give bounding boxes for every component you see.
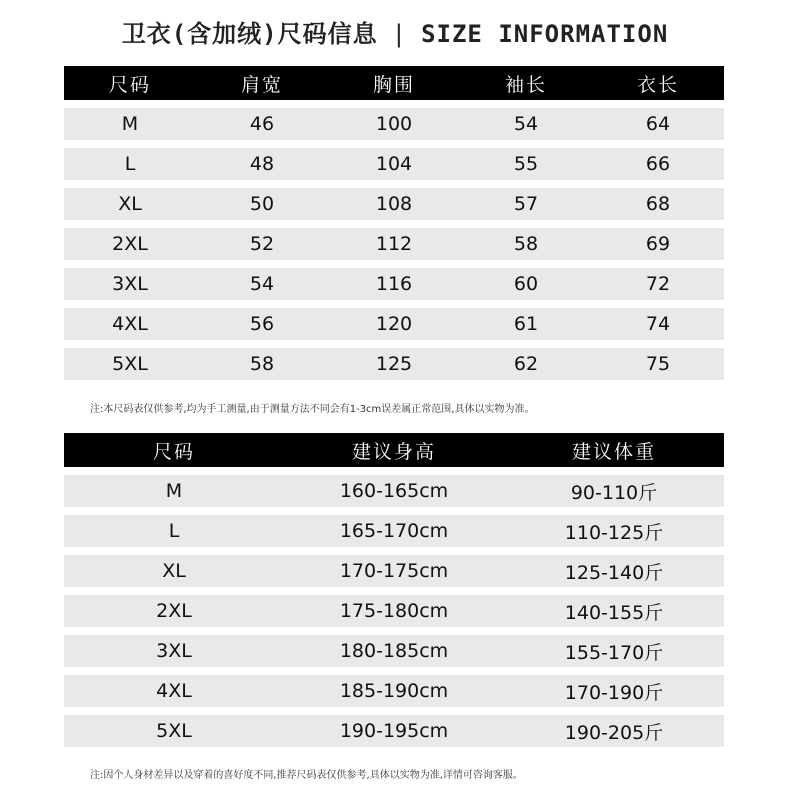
- cell-chest: 108: [375, 193, 413, 215]
- table-row: [64, 635, 724, 667]
- table-row: [64, 268, 724, 300]
- cell-size: 3XL: [112, 273, 148, 295]
- table-row: [64, 188, 724, 220]
- cell-sleeve: 54: [513, 113, 539, 135]
- title-cn: 卫衣(含加绒)尺码信息: [121, 20, 378, 48]
- recommendation-note: 注:因个人身材差异以及穿着的喜好度不同,推荐尺码表仅供参考,具体以实物为准,详情可咨询客服。: [90, 770, 523, 781]
- cell-weight: 190-205斤: [564, 721, 664, 744]
- cell-height: 180-185cm: [339, 640, 449, 662]
- cell-chest: 112: [375, 233, 413, 255]
- cell-length: 72: [645, 273, 671, 295]
- cell-shoulder: 46: [249, 113, 275, 135]
- cell-size: 4XL: [156, 680, 192, 702]
- header-length: 衣长: [636, 73, 679, 96]
- size-measurement-table: [64, 66, 724, 380]
- cell-size: 2XL: [156, 600, 192, 622]
- cell-shoulder: 50: [249, 193, 275, 215]
- cell-height: 185-190cm: [339, 680, 449, 702]
- cell-chest: 120: [375, 313, 413, 335]
- cell-height: 160-165cm: [339, 480, 449, 502]
- cell-sleeve: 60: [513, 273, 539, 295]
- page-title: [0, 14, 790, 49]
- cell-length: 69: [645, 233, 671, 255]
- cell-length: 68: [645, 193, 671, 215]
- cell-weight: 125-140斤: [564, 561, 664, 584]
- cell-sleeve: 58: [513, 233, 539, 255]
- cell-weight: 90-110斤: [570, 481, 658, 504]
- table-row: [64, 475, 724, 507]
- cell-sleeve: 57: [513, 193, 539, 215]
- table-row: [64, 148, 724, 180]
- table-row: [64, 555, 724, 587]
- cell-weight: 170-190斤: [564, 681, 664, 704]
- header-size: 尺码: [152, 440, 195, 463]
- cell-sleeve: 55: [513, 153, 539, 175]
- title-en: SIZE INFORMATION: [421, 20, 669, 48]
- cell-shoulder: 56: [249, 313, 275, 335]
- cell-chest: 116: [375, 273, 413, 295]
- cell-size: XL: [118, 193, 142, 215]
- cell-length: 64: [645, 113, 671, 135]
- cell-length: 75: [645, 353, 671, 375]
- cell-shoulder: 48: [249, 153, 275, 175]
- table-row: [64, 308, 724, 340]
- size-recommendation-table: [64, 433, 724, 747]
- title-separator: |: [391, 20, 408, 48]
- cell-size: M: [121, 113, 139, 135]
- cell-size: 5XL: [156, 720, 192, 742]
- header-size: 尺码: [108, 73, 151, 96]
- cell-weight: 155-170斤: [564, 641, 664, 664]
- cell-chest: 100: [375, 113, 413, 135]
- cell-length: 66: [645, 153, 671, 175]
- table-header: [64, 433, 724, 467]
- measurement-note: 注:本尺码表仅供参考,均为手工测量,由于测量方法不同会有1-3cm误差属正常范围,具体以实物为准。: [90, 404, 535, 415]
- cell-shoulder: 54: [249, 273, 275, 295]
- cell-height: 170-175cm: [339, 560, 449, 582]
- cell-size: L: [168, 520, 180, 542]
- table-row: [64, 715, 724, 747]
- cell-height: 175-180cm: [339, 600, 449, 622]
- cell-size: 3XL: [156, 640, 192, 662]
- cell-size: XL: [162, 560, 186, 582]
- cell-shoulder: 52: [249, 233, 275, 255]
- table-row: [64, 348, 724, 380]
- table-row: [64, 108, 724, 140]
- cell-size: L: [124, 153, 136, 175]
- cell-weight: 140-155斤: [564, 601, 664, 624]
- header-height: 建议身高: [351, 440, 436, 463]
- table-row: [64, 228, 724, 260]
- cell-chest: 104: [375, 153, 413, 175]
- header-chest: 胸围: [372, 73, 415, 96]
- header-weight: 建议体重: [571, 440, 656, 463]
- cell-size: 4XL: [112, 313, 148, 335]
- table-row: [64, 675, 724, 707]
- cell-length: 74: [645, 313, 671, 335]
- header-shoulder: 肩宽: [240, 73, 283, 96]
- cell-size: 2XL: [112, 233, 148, 255]
- cell-sleeve: 62: [513, 353, 539, 375]
- cell-height: 165-170cm: [339, 520, 449, 542]
- cell-size: 5XL: [112, 353, 148, 375]
- table-row: [64, 515, 724, 547]
- cell-weight: 110-125斤: [564, 521, 664, 544]
- cell-chest: 125: [375, 353, 413, 375]
- cell-shoulder: 58: [249, 353, 275, 375]
- table-row: [64, 595, 724, 627]
- cell-sleeve: 61: [513, 313, 539, 335]
- table-header: [64, 66, 724, 100]
- cell-size: M: [165, 480, 183, 502]
- cell-height: 190-195cm: [339, 720, 449, 742]
- header-sleeve: 袖长: [504, 73, 547, 96]
